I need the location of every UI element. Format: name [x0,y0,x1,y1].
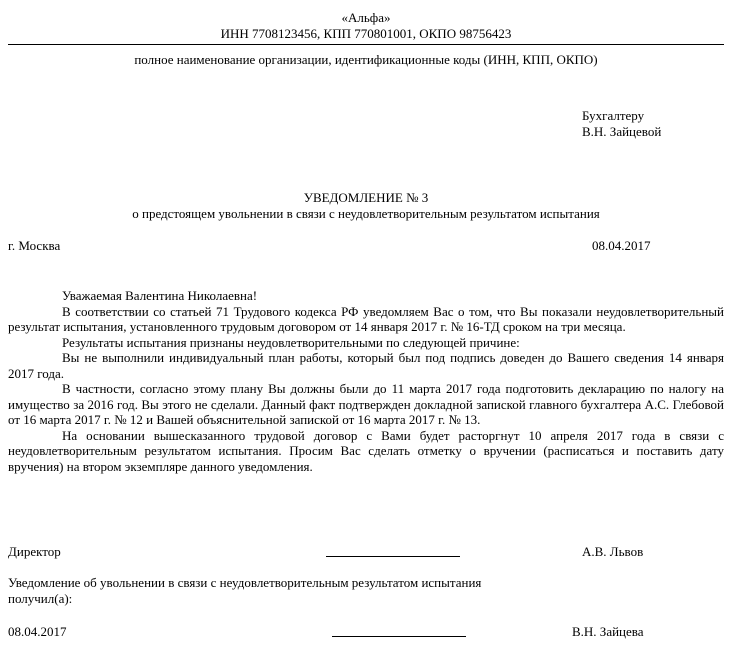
body-paragraph: Результаты испытания признаны неудовлетворительными по следующей причине: [62,334,520,350]
acknowledgement-date: 08.04.2017 [8,624,67,639]
acknowledgement-name: В.Н. Зайцева [572,624,644,639]
signature-role: Директор [8,544,61,559]
organization-codes: ИНН 7708123456, КПП 770801001, ОКПО 98756423 [220,26,512,41]
acknowledgement-received: получил(а): [8,591,73,606]
body-paragraph: В частности, согласно этому плану Вы должны были до 11 марта 2017 года подготовить декларацию по налогу на имущество за 2016 год. Вы этого не сделали. Данный факт подтвержден докладной запиской главного бухгалтера А.С. Глебовой от 16 марта 2017 г. № 12 и Вашей объяснительной запиской от 16 марта 2017 г. № 13. [8,381,724,427]
acknowledgement-signature-line [332,636,466,637]
body-paragraph: На основании вышесказанного трудовой договор с Вами будет расторгнут 10 апреля 2017 года в связи с неудовлетворительным результатом испытания. Просим Вас сделать отметку о вручении (расписаться и поставить дату вручения) на втором экземпляре данного уведомления. [8,427,724,474]
signature-line [326,556,460,557]
organization-caption: полное наименование организации, идентификационные коды (ИНН, КПП, ОКПО) [134,52,598,67]
organization-name: «Альфа» [341,10,391,25]
recipient-position: Бухгалтеру [582,108,645,123]
notice-title: УВЕДОМЛЕНИЕ № 3 [303,190,429,205]
recipient-name: В.Н. Зайцевой [582,124,662,139]
notice-city: г. Москва [8,238,61,253]
notice-body [8,288,724,474]
body-paragraph: В соответствии со статьей 71 Трудового кодекса РФ уведомляем Вас о том, что Вы показали неудовлетворительный результат испытания, установленного трудовым договором от 14 января 2017 г. № 16-ТД сроком на три месяца. [8,303,724,334]
organization-rule [8,44,724,45]
notice-date: 08.04.2017 [592,238,651,253]
greeting: Уважаемая Валентина Николаевна! [62,288,258,303]
signature-name: А.В. Львов [582,544,644,559]
body-paragraph: Вы не выполнили индивидуальный план работы, который был под подпись доведен до Вашего сведения 14 января 2017 года. [8,350,724,381]
acknowledgement-text: Уведомление об увольнении в связи с неудовлетворительным результатом испытания [8,575,482,590]
notice-subtitle: о предстоящем увольнении в связи с неудовлетворительным результатом испытания [132,206,600,221]
